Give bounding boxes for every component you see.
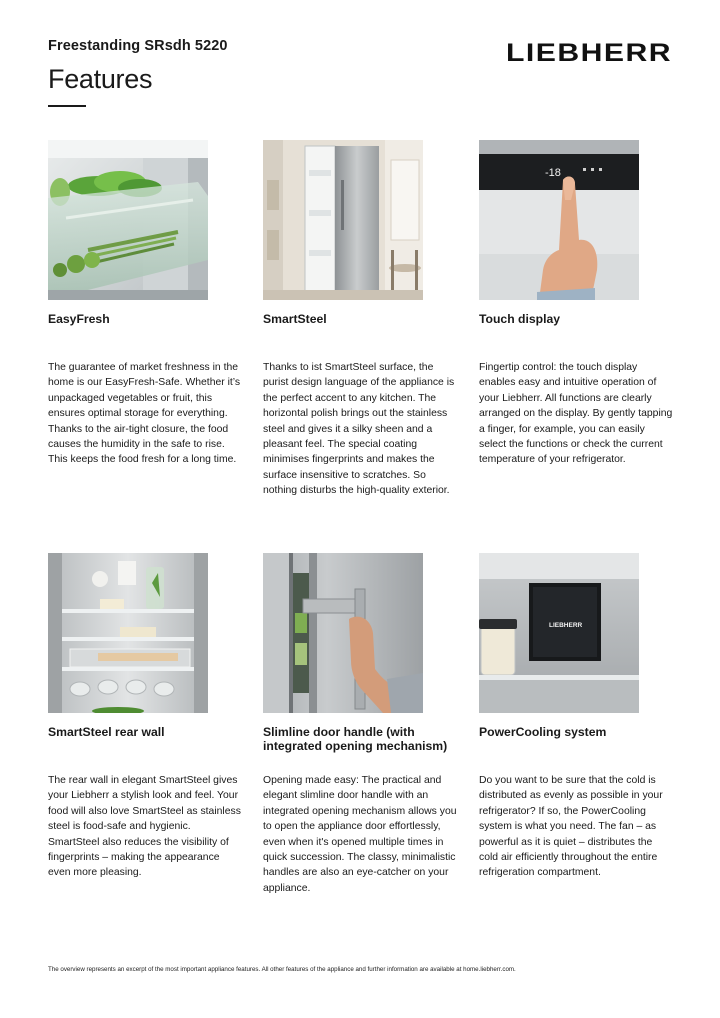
product-subtitle: Freestanding SRsdh 5220 xyxy=(48,38,228,54)
page-title: Features xyxy=(48,64,153,94)
feature-title: Touch display xyxy=(479,312,561,326)
touch-display-photo xyxy=(479,140,639,300)
feature-description: Fingertip control: the touch display enables easy and intuitive operation of your Liebherr. All functions are clearly arranged on the display. By gently tapping a finger, for example, you can easily select the functions or check the current temperature of your refrigerator. xyxy=(479,362,673,466)
feature-description: Opening made easy: The practical and elegant slimline door handle with an integrated opening mechanism allows you to open the appliance door effortlessly, even when it's opened multiple times in quick succession. The classy, minimalistic handles are also an eye-catcher on your appliance. xyxy=(263,775,457,894)
feature-title: SmartSteel xyxy=(263,312,327,326)
title-underline xyxy=(48,105,86,107)
powercooling-fan-photo xyxy=(479,553,639,713)
liebherr-logo xyxy=(506,38,672,66)
feature-title: Slimline door handle (with integrated opening mechanism) xyxy=(263,725,448,753)
fridge-interior-photo xyxy=(48,553,208,713)
footnote: The overview represents an excerpt of the most important appliance features. All other features of the appliance and further information are available at home.liebherr.com. xyxy=(48,966,516,973)
smartsteel-fridge-kitchen-photo xyxy=(263,140,423,300)
touch-display-value: -18 xyxy=(545,167,561,179)
feature-title: SmartSteel rear wall xyxy=(48,725,165,739)
feature-description: The guarantee of market freshness in the home is our EasyFresh-Safe. Whether it’s unpackaged vegetables or fruit, this ensures optimal storage for everything. Thanks to the air-tight closure, the food causes the humidity in the safe to rise. This keeps the food fresh for a long time. xyxy=(48,362,241,466)
feature-title: EasyFresh xyxy=(48,312,110,326)
door-handle-photo xyxy=(263,553,423,713)
feature-description: The rear wall in elegant SmartSteel gives your Liebherr a stylish look and feel. Your food will also love SmartSteel as stainless steel is food-safe and hygienic. SmartSteel also reduces the visibility of fingerprints – making the appearance even more pleasing. xyxy=(48,775,241,879)
feature-description: Do you want to be sure that the cold is distributed as evenly as possible in your refrigerator? If so, the PowerCooling system is what you need. The fan – as powerful as it is quiet – distributes the cold air efficiently throughout the entire refrigeration compartment. xyxy=(479,775,663,879)
logo-wordmark: LIEBHERR xyxy=(506,39,672,66)
feature-title: PowerCooling system xyxy=(479,725,607,739)
fan-brand-label: LIEBHERR xyxy=(549,622,583,629)
feature-description: Thanks to ist SmartSteel surface, the purist design language of the appliance is the perfect accent to any kitchen. The horizontal polish brings out the stainless steel and gives it a silky sheen and a pleasant feel. The special coating minimises fingerprints and makes the surface insensitive to scratches. So nothing disturbs the high-quality exterior. xyxy=(263,362,455,497)
easyfresh-drawer-photo xyxy=(48,140,208,300)
